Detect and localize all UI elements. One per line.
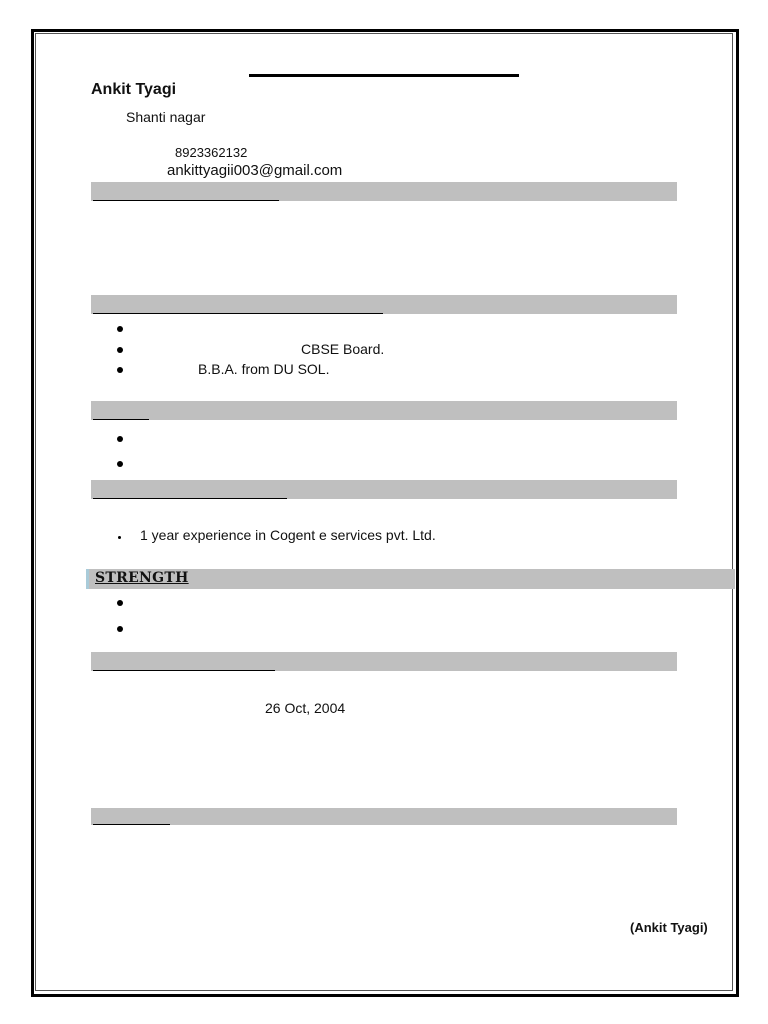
phone-number: 8923362132 [175,145,248,160]
bullet-icon [117,626,123,632]
education-item: CBSE Board. [301,341,385,357]
bullet-icon [117,461,123,467]
section-underline [93,313,383,314]
signature-name: (Ankit Tyagi) [630,920,708,935]
email-address: ankittyagii003@gmail.com [167,162,343,179]
section-title-strength: STRENGTH [95,570,189,586]
address-text: Shanti nagar [126,109,206,125]
section-band-declaration [91,808,677,825]
section-band-experience [91,480,677,499]
experience-item: 1 year experience in Cogent e services pvt. Ltd. [140,527,436,543]
section-band-personal [91,652,677,671]
section-band-skills [91,401,677,420]
education-item: B.B.A. from DU SOL. [198,361,330,377]
header-rule [249,74,519,77]
section-underline [93,200,279,201]
page-border-inner [35,33,733,991]
section-underline [93,419,149,420]
bullet-icon [117,436,123,442]
section-underline [93,670,275,671]
bullet-icon [117,326,123,332]
bullet-icon [118,536,121,539]
section-band-education [91,295,677,314]
date-of-birth: 26 Oct, 2004 [265,700,346,716]
section-band-objective [91,182,677,201]
bullet-icon [117,347,123,353]
bullet-icon [117,367,123,373]
section-band-strength [86,569,735,589]
section-underline [93,498,287,499]
section-underline [93,824,170,825]
candidate-name: Ankit Tyagi [91,81,177,98]
bullet-icon [117,600,123,606]
